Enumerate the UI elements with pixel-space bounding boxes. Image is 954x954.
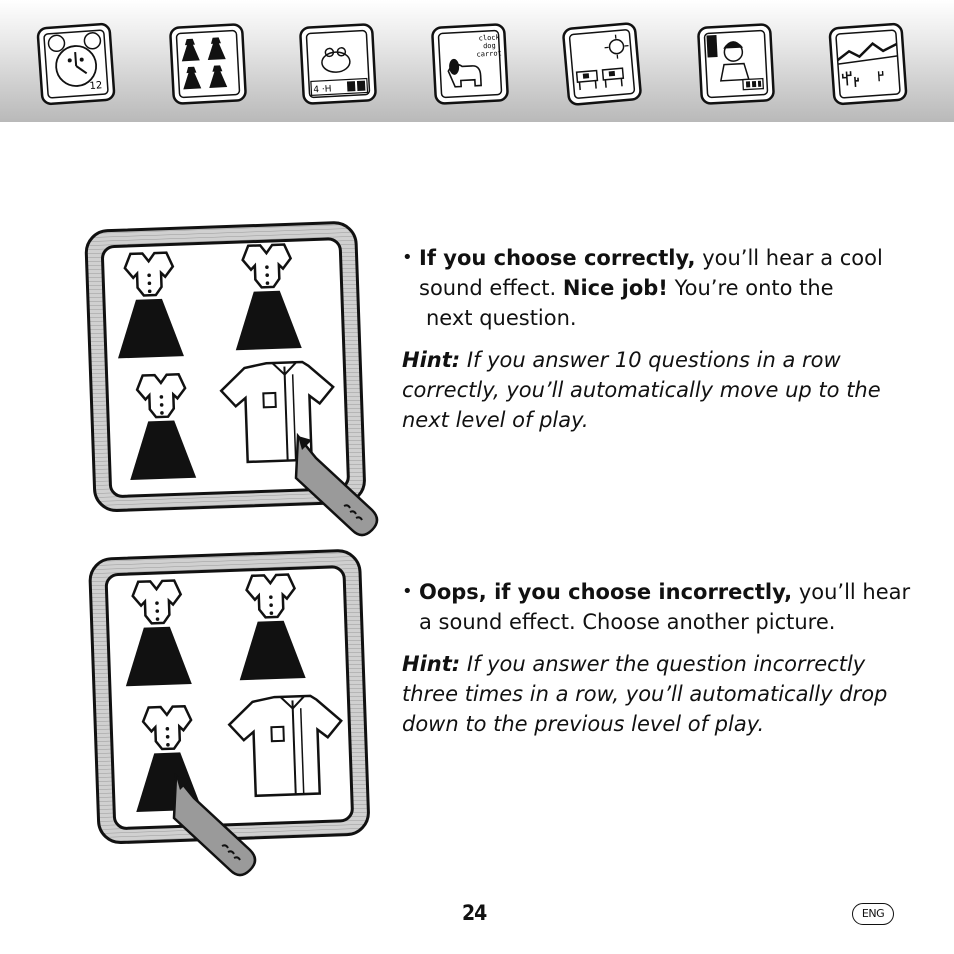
language-badge: ENG (852, 903, 894, 925)
incorrect-choice-lead: Oops, if you choose incorrectly, (419, 580, 793, 604)
correct-choice-lead-rest: you’ll hear a cool (702, 246, 883, 270)
thumb-word-1: clock (478, 33, 500, 43)
sound-effect-text: sound effect. (419, 276, 557, 300)
hint-label: Hint: (402, 652, 461, 676)
farm-animals-activity-icon (562, 22, 642, 106)
correct-choice-section (402, 243, 922, 435)
correct-choice-lead: If you choose correctly, (419, 246, 696, 270)
onto-text: You’re onto the (674, 276, 834, 300)
girl-activity-icon (696, 22, 776, 106)
incorrect-choice-section (402, 577, 922, 739)
correct-choice-line-3: next question. (426, 306, 577, 330)
correct-choice-bullet (402, 243, 922, 333)
dog-words-activity-icon (430, 22, 510, 106)
frog-activity-icon (298, 22, 378, 106)
thumb-word-3: carrot (476, 49, 502, 59)
incorrect-choice-lead-rest: you’ll hear (798, 580, 911, 604)
bullet-dot: • (402, 581, 413, 602)
svg-text:12: 12 (89, 80, 103, 93)
bullet-dot: • (402, 247, 413, 268)
desert-activity-icon (828, 22, 908, 106)
nice-job-text: Nice job! (562, 276, 668, 300)
clock-activity-icon (36, 22, 116, 106)
incorrect-choice-hint (402, 649, 922, 739)
hint-text: If you answer the question incorrectly three times in a row, you’ll automatically drop down to the previous level of play. (402, 652, 888, 736)
correct-choice-line-2 (402, 273, 922, 303)
incorrect-choice-bullet (402, 577, 922, 637)
hint-text: If you answer 10 questions in a row correctly, you’ll automatically move up to the next level of play. (402, 348, 881, 432)
hint-label: Hint: (402, 348, 461, 372)
clothes-activity-icon (168, 22, 248, 106)
page-number: 24 (462, 901, 487, 925)
correct-choice-hint (402, 345, 922, 435)
incorrect-choice-line-2: a sound effect. Choose another picture. (419, 610, 836, 634)
header-banner (0, 0, 954, 122)
thumb-word-2: dog (482, 41, 496, 51)
incorrect-choice-screen-illustration (88, 548, 418, 908)
correct-choice-screen-illustration (84, 216, 414, 566)
svg-text:4 ·H: 4 ·H (313, 84, 332, 96)
